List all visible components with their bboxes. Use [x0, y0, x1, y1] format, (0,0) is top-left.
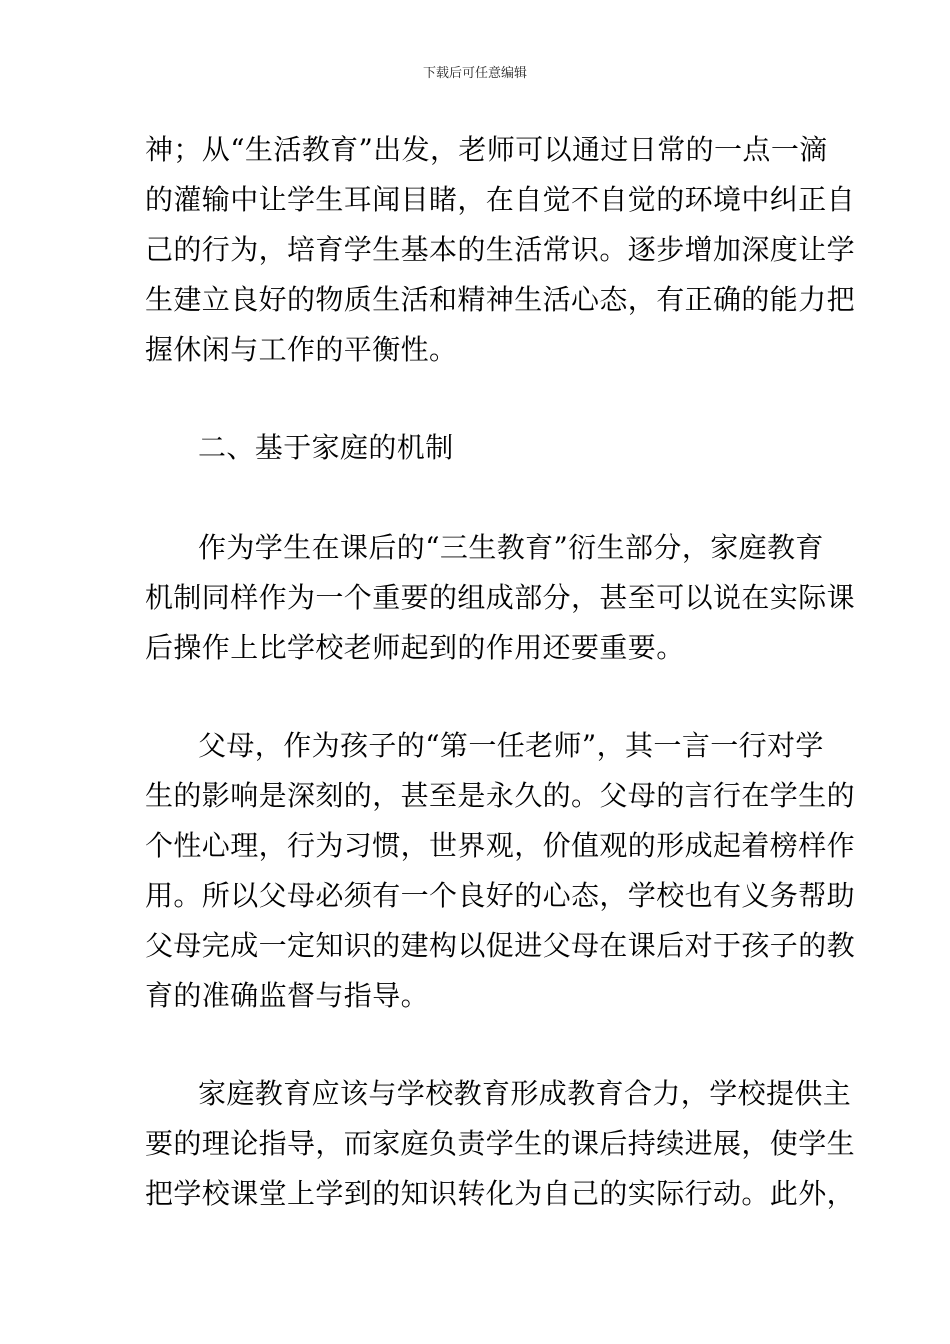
text-line: 后操作上比学校老师起到的作用还要重要。 — [145, 631, 685, 664]
text-line: 父母完成一定知识的建构以促进父母在课后对于孩子的教 — [145, 929, 856, 962]
text-line: 机制同样作为一个重要的组成部分，甚至可以说在实际课 — [145, 581, 856, 614]
text-line: 家庭教育应该与学校教育形成教育合力，学校提供主 — [198, 1077, 852, 1110]
text-line: 要的理论指导，而家庭负责学生的课后持续进展，使学生 — [145, 1127, 856, 1160]
text-line: 育的准确监督与指导。 — [145, 979, 430, 1012]
page-header: 下载后可任意编辑 — [422, 66, 527, 81]
text-line: 握休闲与工作的平衡性。 — [145, 333, 458, 366]
text-line: 的灌输中让学生耳闻目睹，在自觉不自觉的环境中纠正自 — [145, 183, 856, 216]
text-line: 生建立良好的物质生活和精神生活心态，有正确的能力把 — [145, 283, 856, 316]
text-line: 作为学生在课后的“三生教育”衍生部分，家庭教育 — [198, 531, 824, 564]
text-line: 用。所以父母必须有一个良好的心态，学校也有义务帮助 — [145, 879, 856, 912]
text-line: 父母，作为孩子的“第一任老师”，其一言一行对学 — [198, 729, 824, 762]
text-line: 己的行为，培育学生基本的生活常识。逐步增加深度让学 — [145, 233, 856, 266]
text-line: 生的影响是深刻的，甚至是永久的。父母的言行在学生的 — [145, 779, 856, 812]
text-line: 神；从“生活教育”出发，老师可以通过日常的一点一滴 — [145, 133, 828, 166]
section-heading: 二、基于家庭的机制 — [198, 431, 454, 464]
text-line: 个性心理，行为习惯，世界观，价值观的形成起着榜样作 — [145, 829, 856, 862]
text-line: 把学校课堂上学到的知识转化为自己的实际行动。此外， — [145, 1177, 856, 1210]
